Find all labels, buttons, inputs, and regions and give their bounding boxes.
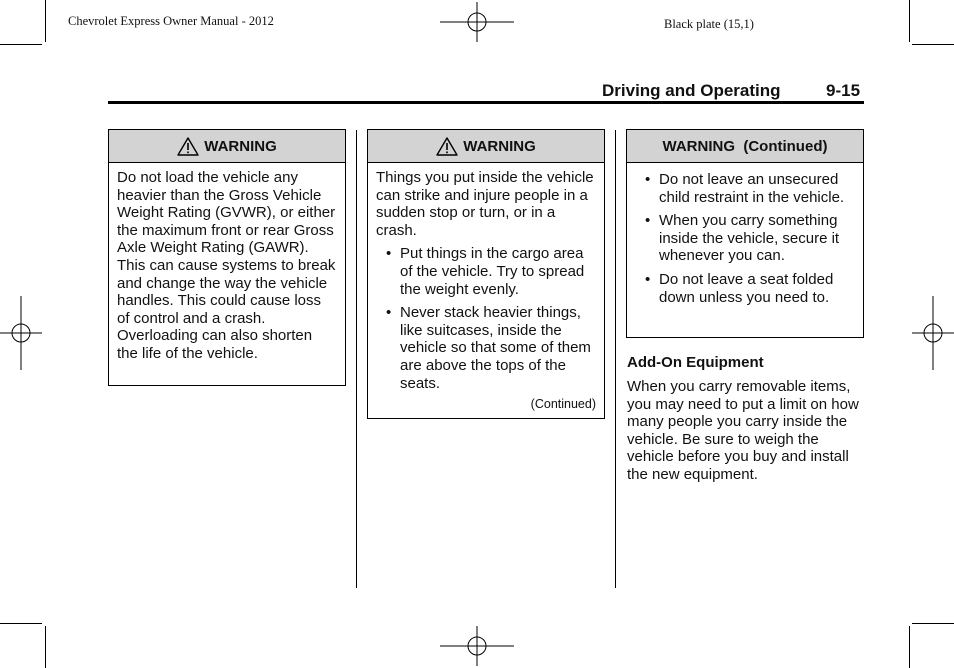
registration-mark-bottom — [440, 626, 514, 666]
warning-header — [627, 130, 863, 163]
warning-triangle-icon — [436, 137, 458, 156]
warning-label: WARNING — [463, 137, 536, 155]
crop-mark-br-v — [909, 626, 910, 668]
list-item: • Never stack heavier things, like suitcases, inside the vehicle so that some of them are above the tops of the seats. — [376, 304, 596, 392]
registration-mark-left — [0, 296, 42, 370]
warning-header — [368, 130, 604, 163]
warning-text: Do not load the vehicle any heavier than the Gross Vehicle Weight Rating (GVWR), or either the maximum front or rear Gross Axle Weight Rating (GAWR). This can cause systems to break and change the way the vehicle handles. This could cause loss of control and a crash. Overloading can also shorten the life of the vehicle. — [117, 169, 336, 362]
crop-mark-br-h — [912, 623, 954, 624]
warning-box-3 — [626, 129, 864, 338]
warning-header — [109, 130, 345, 163]
crop-mark-tr-v — [909, 0, 910, 42]
continued-label: (Continued) — [530, 397, 596, 412]
warning-triangle-icon — [177, 137, 199, 156]
document-title: Chevrolet Express Owner Manual - 2012 — [68, 14, 274, 28]
warning-label: WARNING (Continued) — [662, 137, 828, 155]
column-separator-1 — [356, 130, 357, 588]
subheading: Add-On Equipment — [627, 354, 764, 371]
warning-box-2 — [367, 129, 605, 419]
warning-bullet-list — [635, 171, 855, 306]
warning-label: WARNING — [204, 137, 277, 155]
header-rule — [108, 101, 864, 104]
list-item: • Do not leave an unsecured child restraint in the vehicle. — [635, 171, 855, 206]
body-paragraph: When you carry removable items, you may need to put a limit on how many people you carry inside the vehicle. Be sure to weigh the vehicle before you buy and install the new equipment. — [627, 378, 859, 483]
column-separator-2 — [615, 130, 616, 588]
crop-mark-tl-h — [0, 44, 42, 45]
section-title: Driving and Operating — [602, 81, 781, 100]
crop-mark-tl-v — [45, 0, 46, 42]
page-number: 9-15 — [826, 81, 861, 100]
registration-mark-top — [440, 2, 514, 42]
warning-intro: Things you put inside the vehicle can strike and injure people in a sudden stop or turn, or in a crash. — [376, 169, 594, 239]
crop-mark-tr-h — [912, 44, 954, 45]
list-item: • Do not leave a seat folded down unless you need to. — [635, 271, 855, 306]
crop-mark-bl-v — [45, 626, 46, 668]
list-item: • Put things in the cargo area of the vehicle. Try to spread the weight evenly. — [376, 245, 596, 298]
plate-label: Black plate (15,1) — [664, 17, 754, 31]
warning-bullet-list — [376, 245, 596, 392]
registration-mark-right — [912, 296, 954, 370]
list-item: • When you carry something inside the vehicle, secure it whenever you can. — [635, 212, 855, 265]
warning-box-1 — [108, 129, 346, 386]
crop-mark-bl-h — [0, 623, 42, 624]
